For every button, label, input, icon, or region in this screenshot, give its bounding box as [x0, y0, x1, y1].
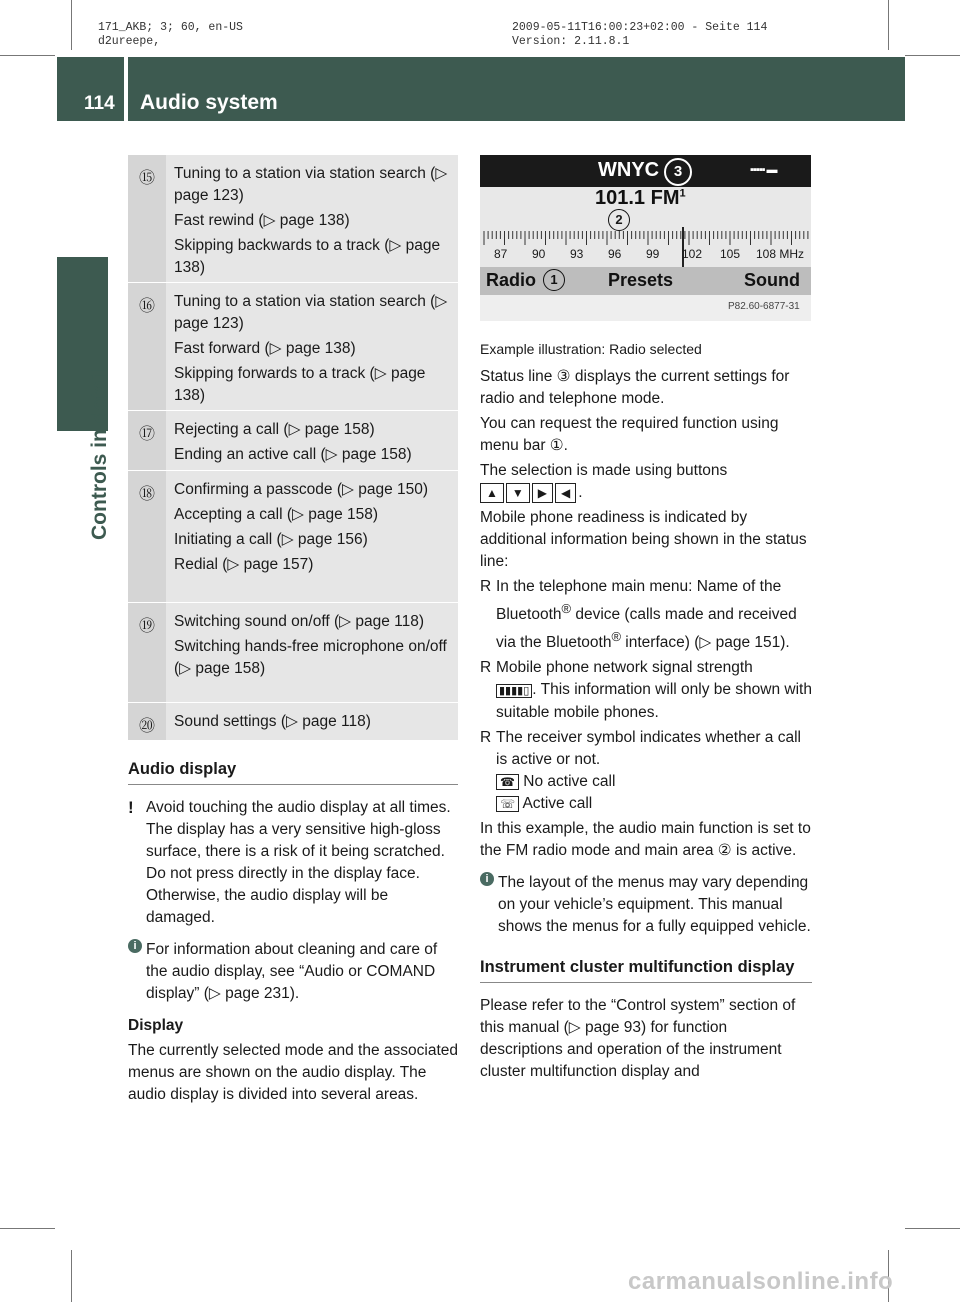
- down-button-icon: ▼: [506, 483, 530, 503]
- print-meta-right: [512, 21, 767, 49]
- row-description: [166, 471, 434, 602]
- warning-text: Avoid touching the audio display at all times. The display has a very sensitive high-gloss surface, there is a risk of it being scratched. Do not press directly in the display face. Otherwise, the audio display will be damaged.: [146, 799, 451, 926]
- frequency-text: 101.1 FM: [595, 187, 680, 209]
- paragraph: The currently selected mode and the associated menus are shown on the audio display. The audio display is divided into several areas.: [128, 1042, 458, 1103]
- scale-label: 87: [494, 247, 508, 261]
- watermark: carmanualsonline.info: [628, 1268, 894, 1295]
- crop-mark: [888, 0, 889, 50]
- section-heading: Audio display: [128, 758, 458, 785]
- paragraph: You can request the required function using menu bar ①.: [480, 415, 779, 454]
- scale-label: 105: [720, 247, 741, 261]
- table-row: [128, 603, 458, 703]
- row-number: ⑰: [128, 411, 166, 470]
- active-call-icon: ☏: [496, 796, 519, 812]
- meta-line: d2ureepe,: [98, 35, 161, 48]
- up-button-icon: ▲: [480, 483, 504, 503]
- scale-label: 108 MHz: [756, 247, 805, 261]
- row-description: [166, 155, 458, 282]
- menu-item-sound: Sound: [744, 270, 800, 290]
- signal-strength-icon: ▮▮▮▮▯: [496, 684, 532, 698]
- menu-bar: [480, 267, 811, 295]
- info-text: The layout of the menus may vary depending on your vehicle’s equipment. This manual shows the menus for a fully equipped vehicle.: [498, 874, 811, 936]
- list-item: [480, 727, 812, 815]
- description-line: Initiating a call (▷ page 156): [174, 531, 368, 548]
- subheading: Display: [128, 1017, 184, 1034]
- radio-display-illustration: [480, 155, 811, 321]
- meta-line: 2009-05-11T16:00:23+02:00 - Seite 114: [512, 21, 768, 34]
- row-description: [166, 283, 458, 410]
- row-number: ⑳: [128, 703, 166, 740]
- status-line: [480, 155, 811, 187]
- bullet-marker: R: [480, 659, 492, 677]
- description-line: Fast forward (▷ page 138): [174, 340, 356, 357]
- description-line: Sound settings (▷ page 118): [174, 713, 371, 730]
- menu-item-radio: Radio: [486, 270, 537, 290]
- registered-mark: ®: [561, 601, 572, 616]
- description-line: Skipping forwards to a track (▷ page 138): [174, 365, 426, 404]
- paragraph-text: The selection is made using buttons: [480, 462, 728, 479]
- bullet-text: Mobile phone network signal strength: [496, 659, 753, 677]
- row-description: [166, 603, 458, 702]
- left-button-icon: ◀: [555, 483, 576, 503]
- scale-label: 96: [608, 247, 622, 261]
- callout-3: 3: [664, 158, 692, 186]
- table-row: [128, 155, 458, 283]
- scale-label: 90: [532, 247, 546, 261]
- paragraph: In this example, the audio main function is set to the FM radio mode and main area ② is active.: [480, 820, 811, 860]
- warning-icon: !: [128, 798, 134, 817]
- row-number: ⑯: [128, 283, 166, 410]
- info-note: [128, 939, 458, 1005]
- callout-2: 2: [608, 209, 630, 231]
- table-row: [128, 703, 458, 741]
- station-name: WNYC: [598, 159, 660, 181]
- row-description: [166, 703, 377, 740]
- no-active-call-icon: ☎: [496, 774, 519, 790]
- scale-label: 102: [682, 247, 703, 261]
- frequency-readout: [595, 187, 686, 210]
- bullet-marker: R: [480, 578, 492, 595]
- table-row: [128, 471, 458, 603]
- paragraph: Status line ③ displays the current settings for radio and telephone mode.: [480, 368, 790, 407]
- bullet-marker: R: [480, 729, 492, 747]
- right-button-icon: ▶: [532, 483, 553, 503]
- page-title: Audio system: [140, 91, 278, 114]
- function-table: [128, 155, 458, 741]
- registered-mark: ®: [611, 629, 621, 645]
- description-line: Fast rewind (▷ page 138): [174, 212, 350, 229]
- crop-mark: [905, 55, 960, 56]
- description-line: Tuning to a station via station search (▷ page 123): [174, 165, 448, 204]
- bullet-text: The receiver symbol indicates whether a call is active or not.: [496, 729, 801, 769]
- description-line: Ending an active call (▷ page 158): [174, 446, 412, 463]
- crop-mark: [71, 1250, 72, 1302]
- row-description: [166, 411, 418, 470]
- frequency-superscript: 1: [679, 187, 686, 200]
- crop-mark: [905, 1228, 960, 1229]
- crop-mark: [71, 0, 72, 50]
- sidebar-section-label: Controls in detail: [88, 368, 111, 540]
- figure-reference: P82.60-6877-31: [728, 301, 800, 312]
- description-line: Switching sound on/off (▷ page 118): [174, 613, 425, 630]
- description-line: Accepting a call (▷ page 158): [174, 506, 379, 523]
- menu-item-presets: Presets: [608, 270, 674, 290]
- bullet-text: . This information will only be shown with suitable mobile phones.: [496, 681, 812, 722]
- paragraph: Please refer to the “Control system” section of this manual (▷ page 93) for function descriptions and operation of the instrument cluster multifunction display and: [480, 997, 796, 1081]
- crop-mark: [0, 1228, 55, 1229]
- info-icon: i: [128, 939, 142, 953]
- paragraph: The selection is made using buttons ▲ ▼ ▶ ◀ .: [480, 462, 728, 501]
- description-line: Switching hands-free microphone on/off (▷ page 158): [174, 638, 447, 677]
- meta-line: 171_AKB; 3; 60, en-US: [98, 21, 243, 34]
- info-icon: i: [480, 872, 494, 886]
- frequency-scale: [480, 227, 811, 267]
- sidebar: [57, 121, 108, 1221]
- description-line: Tuning to a station via station search (▷ page 123): [174, 293, 448, 332]
- phone-status-icon: ▪▪▪▪▪ ▬: [750, 164, 777, 176]
- callout-1: 1: [543, 269, 565, 291]
- section-heading: Instrument cluster multifunction display: [480, 956, 812, 983]
- scale-label: 99: [646, 247, 660, 261]
- figure-caption: Example illustration: Radio selected: [480, 341, 702, 357]
- figure-footer: [480, 295, 811, 321]
- bullet-text: No active call: [523, 773, 616, 791]
- left-column: [128, 758, 458, 1109]
- info-text: For information about cleaning and care of the audio display, see “Audio or COMAND display” (▷ page 231).: [146, 941, 438, 1002]
- table-row: [128, 283, 458, 411]
- crop-mark: [0, 55, 55, 56]
- description-line: Rejecting a call (▷ page 158): [174, 421, 375, 438]
- bullet-text: device (calls made and received via the Bluetooth: [496, 606, 797, 652]
- list-item: [480, 576, 812, 654]
- warning-note: [128, 797, 458, 929]
- header-divider: [124, 57, 128, 121]
- bullet-text: Active call: [522, 795, 593, 813]
- paragraph: Mobile phone readiness is indicated by additional information being shown in the status line:: [480, 509, 807, 570]
- description-line: Skipping backwards to a track (▷ page 138): [174, 237, 441, 276]
- bullet-text: In the telephone main menu: Name of the Bluetooth: [496, 578, 782, 624]
- print-meta-left: [98, 21, 243, 49]
- right-column: [480, 330, 812, 1086]
- row-number: ⑱: [128, 471, 166, 602]
- scale-label: 93: [570, 247, 584, 261]
- info-note: [480, 872, 812, 938]
- meta-line: Version: 2.11.8.1: [512, 35, 630, 48]
- description-line: Confirming a passcode (▷ page 150): [174, 481, 429, 498]
- page-number: 114: [84, 93, 115, 114]
- table-row: [128, 411, 458, 471]
- row-number: ⑮: [128, 155, 166, 282]
- list-item: [480, 657, 812, 724]
- description-line: Redial (▷ page 157): [174, 556, 314, 573]
- bullet-text: interface) (▷ page 151).: [621, 634, 790, 652]
- row-number: ⑲: [128, 603, 166, 702]
